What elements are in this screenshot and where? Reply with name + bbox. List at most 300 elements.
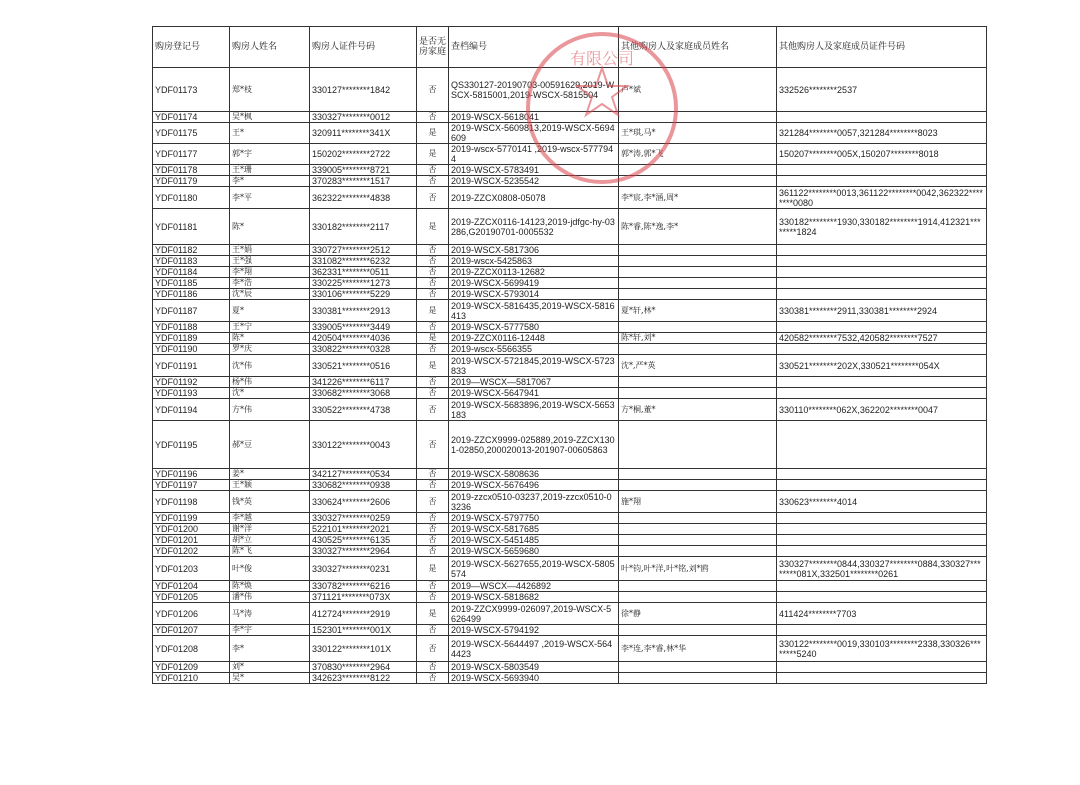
reg-no-cell: YDF01183 <box>153 256 230 267</box>
reg-no-cell: YDF01195 <box>153 421 230 469</box>
other-names-cell <box>619 513 777 524</box>
buyer-cert-cell: 330122********0043 <box>310 421 417 469</box>
other-certs-cell: 150207********005X,150207********8018 <box>777 144 987 165</box>
no-house-cell: 否 <box>417 187 449 209</box>
buyer-name-cell: 罗*庆 <box>230 344 310 355</box>
other-names-cell <box>619 322 777 333</box>
table-row <box>153 165 987 176</box>
table-row <box>153 673 987 684</box>
buyer-cert-cell: 370283********1517 <box>310 176 417 187</box>
other-names-cell <box>619 256 777 267</box>
doc-no-cell: 2019-WSCX-5803549 <box>449 662 619 673</box>
other-names-cell <box>619 673 777 684</box>
buyer-name-cell: 郝*豆 <box>230 421 310 469</box>
reg-no-cell: YDF01188 <box>153 322 230 333</box>
other-certs-cell <box>777 165 987 176</box>
buyer-name-cell: 王*强 <box>230 256 310 267</box>
other-names-cell <box>619 546 777 557</box>
other-certs-cell <box>777 592 987 603</box>
no-house-cell: 否 <box>417 535 449 546</box>
other-names-cell <box>619 176 777 187</box>
doc-no-cell: 2019-WSCX-5683896,2019-WSCX-5653183 <box>449 399 619 421</box>
buyer-name-cell: 姜* <box>230 469 310 480</box>
doc-no-cell: 2019-WSCX-5647941 <box>449 388 619 399</box>
buyer-cert-cell: 330225********1273 <box>310 278 417 289</box>
no-house-cell: 否 <box>417 546 449 557</box>
other-names-cell <box>619 278 777 289</box>
no-house-cell: 是 <box>417 603 449 625</box>
svg-text:有限公司: 有限公司 <box>569 49 635 68</box>
table-row <box>153 535 987 546</box>
other-certs-cell <box>777 673 987 684</box>
other-certs-cell: 330327********0844,330327********0884,330327********081X,332501********0261 <box>777 557 987 581</box>
buyer-name-cell: 王*颖 <box>230 480 310 491</box>
registration-table-container <box>152 26 987 684</box>
reg-no-cell: YDF01196 <box>153 469 230 480</box>
table-row <box>153 513 987 524</box>
reg-no-cell: YDF01175 <box>153 123 230 144</box>
table-row <box>153 209 987 245</box>
other-names-cell <box>619 388 777 399</box>
other-certs-cell <box>777 662 987 673</box>
other-certs-cell <box>777 245 987 256</box>
no-house-cell: 否 <box>417 344 449 355</box>
reg-no-cell: YDF01209 <box>153 662 230 673</box>
doc-no-cell: 2019-WSCX-5817685 <box>449 524 619 535</box>
other-certs-cell: 330623********4014 <box>777 491 987 513</box>
doc-no-cell: 2019-ZZCX0113-12682 <box>449 267 619 278</box>
reg-no-cell: YDF01179 <box>153 176 230 187</box>
table-row <box>153 469 987 480</box>
no-house-cell: 否 <box>417 480 449 491</box>
doc-no-cell: 2019-ZZCX9999-025889,2019-ZZCX1301-02850,200020013-201907-00605863 <box>449 421 619 469</box>
doc-no-cell: 2019-WSCX-5797750 <box>449 513 619 524</box>
other-names-cell: 方*桐,董* <box>619 399 777 421</box>
table-row <box>153 144 987 165</box>
buyer-cert-cell: 371121********073X <box>310 592 417 603</box>
reg-no-cell: YDF01210 <box>153 673 230 684</box>
other-certs-cell <box>777 421 987 469</box>
reg-no-cell: YDF01174 <box>153 112 230 123</box>
other-certs-cell <box>777 524 987 535</box>
other-certs-cell <box>777 289 987 300</box>
reg-no-cell: YDF01203 <box>153 557 230 581</box>
buyer-name-cell: 李*翔 <box>230 267 310 278</box>
other-names-cell <box>619 625 777 636</box>
table-row <box>153 557 987 581</box>
other-certs-cell <box>777 535 987 546</box>
buyer-name-cell: 杨*伟 <box>230 377 310 388</box>
doc-no-cell: 2019-WSCX-5676496 <box>449 480 619 491</box>
buyer-name-cell: 胡*立 <box>230 535 310 546</box>
reg-no-cell: YDF01194 <box>153 399 230 421</box>
reg-no-cell: YDF01182 <box>153 245 230 256</box>
buyer-cert-cell: 341226********6117 <box>310 377 417 388</box>
doc-no-cell: 2019-WSCX-5817306 <box>449 245 619 256</box>
doc-no-cell: 2019-WSCX-5808636 <box>449 469 619 480</box>
table-row <box>153 355 987 377</box>
buyer-name-cell: 沈* <box>230 388 310 399</box>
table-row <box>153 333 987 344</box>
buyer-name-cell: 叶*俊 <box>230 557 310 581</box>
buyer-cert-cell: 152301********001X <box>310 625 417 636</box>
other-certs-cell: 330521********202X,330521********054X <box>777 355 987 377</box>
buyer-cert-cell: 420504********4036 <box>310 333 417 344</box>
doc-no-cell: 2019-WSCX-5721845,2019-WSCX-5723833 <box>449 355 619 377</box>
header-buyer-name: 购房人姓名 <box>230 27 310 68</box>
reg-no-cell: YDF01187 <box>153 300 230 322</box>
buyer-name-cell: 刘* <box>230 662 310 673</box>
no-house-cell: 是 <box>417 333 449 344</box>
other-names-cell <box>619 535 777 546</box>
doc-no-cell: 2019-WSCX-5793014 <box>449 289 619 300</box>
other-names-cell <box>619 165 777 176</box>
other-certs-cell <box>777 469 987 480</box>
doc-no-cell: 2019-WSCX-5235542 <box>449 176 619 187</box>
other-names-cell: 夏*轩,林* <box>619 300 777 322</box>
doc-no-cell: 2019-WSCX-5783491 <box>449 165 619 176</box>
buyer-cert-cell: 342127********0534 <box>310 469 417 480</box>
no-house-cell: 是 <box>417 209 449 245</box>
header-no-house: 是否无房家庭 <box>417 27 449 68</box>
doc-no-cell: 2019-zzcx0510-03237,2019-zzcx0510-03236 <box>449 491 619 513</box>
doc-no-cell: 2019-ZZCX0116-14123,2019-jdfgc-hy-03286,G20190701-0005532 <box>449 209 619 245</box>
buyer-name-cell: 陈*焕 <box>230 581 310 592</box>
buyer-name-cell: 方*伟 <box>230 399 310 421</box>
other-names-cell <box>619 592 777 603</box>
doc-no-cell: 2019-WSCX-5659680 <box>449 546 619 557</box>
buyer-name-cell: 王*宁 <box>230 322 310 333</box>
doc-no-cell: 2019-WSCX-5816435,2019-WSCX-5816413 <box>449 300 619 322</box>
buyer-cert-cell: 330521********0516 <box>310 355 417 377</box>
buyer-name-cell: 潘*伟 <box>230 592 310 603</box>
no-house-cell: 是 <box>417 300 449 322</box>
no-house-cell: 否 <box>417 592 449 603</box>
buyer-name-cell: 马*涛 <box>230 603 310 625</box>
other-names-cell <box>619 289 777 300</box>
reg-no-cell: YDF01178 <box>153 165 230 176</box>
reg-no-cell: YDF01198 <box>153 491 230 513</box>
buyer-name-cell: 李*宇 <box>230 625 310 636</box>
other-names-cell <box>619 245 777 256</box>
buyer-name-cell: 郑*枝 <box>230 68 310 112</box>
reg-no-cell: YDF01205 <box>153 592 230 603</box>
table-row <box>153 592 987 603</box>
other-certs-cell: 361122********0013,361122********0042,362322********0080 <box>777 187 987 209</box>
buyer-cert-cell: 320911********341X <box>310 123 417 144</box>
doc-no-cell: 2019-WSCX-5818682 <box>449 592 619 603</box>
other-certs-cell <box>777 344 987 355</box>
buyer-name-cell: 王* <box>230 123 310 144</box>
no-house-cell: 否 <box>417 245 449 256</box>
doc-no-cell: 2019-WSCX-5699419 <box>449 278 619 289</box>
other-certs-cell <box>777 278 987 289</box>
no-house-cell: 否 <box>417 513 449 524</box>
other-certs-cell <box>777 581 987 592</box>
other-certs-cell: 330381********2911,330381********2924 <box>777 300 987 322</box>
other-certs-cell <box>777 480 987 491</box>
table-row <box>153 278 987 289</box>
table-row <box>153 625 987 636</box>
reg-no-cell: YDF01184 <box>153 267 230 278</box>
no-house-cell: 否 <box>417 112 449 123</box>
no-house-cell: 否 <box>417 469 449 480</box>
buyer-cert-cell: 330122********101X <box>310 636 417 662</box>
buyer-cert-cell: 330624********2606 <box>310 491 417 513</box>
reg-no-cell: YDF01189 <box>153 333 230 344</box>
buyer-cert-cell: 330182********2117 <box>310 209 417 245</box>
other-certs-cell <box>777 322 987 333</box>
other-names-cell <box>619 581 777 592</box>
header-other-names: 其他购房人及家庭成员姓名 <box>619 27 777 68</box>
no-house-cell: 否 <box>417 278 449 289</box>
no-house-cell: 否 <box>417 176 449 187</box>
table-row <box>153 636 987 662</box>
reg-no-cell: YDF01173 <box>153 68 230 112</box>
no-house-cell: 是 <box>417 557 449 581</box>
table-row <box>153 377 987 388</box>
buyer-name-cell: 李* <box>230 636 310 662</box>
buyer-cert-cell: 330327********0012 <box>310 112 417 123</box>
other-names-cell: 郭*涛,郭*飞 <box>619 144 777 165</box>
table-row <box>153 176 987 187</box>
doc-no-cell: 2019-WSCX-5609813,2019-WSCX-5694609 <box>449 123 619 144</box>
buyer-name-cell: 郭*宇 <box>230 144 310 165</box>
buyer-cert-cell: 331082********6232 <box>310 256 417 267</box>
buyer-cert-cell: 430525********6135 <box>310 535 417 546</box>
other-names-cell <box>619 524 777 535</box>
other-certs-cell: 321284********0057,321284********8023 <box>777 123 987 144</box>
reg-no-cell: YDF01208 <box>153 636 230 662</box>
other-certs-cell: 330182********1930,330182********1914,412321********1824 <box>777 209 987 245</box>
reg-no-cell: YDF01200 <box>153 524 230 535</box>
table-row <box>153 245 987 256</box>
no-house-cell: 否 <box>417 322 449 333</box>
other-certs-cell <box>777 388 987 399</box>
other-certs-cell: 420582********7532,420582********7527 <box>777 333 987 344</box>
no-house-cell: 否 <box>417 625 449 636</box>
doc-no-cell: 2019-ZZCX9999-026097,2019-WSCX-5626499 <box>449 603 619 625</box>
other-certs-cell: 330122********0019,330103********2338,330326********5240 <box>777 636 987 662</box>
buyer-name-cell: 王*娟 <box>230 245 310 256</box>
table-row <box>153 421 987 469</box>
reg-no-cell: YDF01190 <box>153 344 230 355</box>
buyer-name-cell: 吴*枫 <box>230 112 310 123</box>
buyer-name-cell: 李*平 <box>230 187 310 209</box>
no-house-cell: 否 <box>417 68 449 112</box>
reg-no-cell: YDF01204 <box>153 581 230 592</box>
other-names-cell: 施*翔 <box>619 491 777 513</box>
table-row <box>153 344 987 355</box>
table-row <box>153 123 987 144</box>
table-row <box>153 662 987 673</box>
other-names-cell <box>619 377 777 388</box>
no-house-cell: 否 <box>417 524 449 535</box>
no-house-cell: 否 <box>417 165 449 176</box>
buyer-cert-cell: 330327********2964 <box>310 546 417 557</box>
buyer-cert-cell: 339005********3449 <box>310 322 417 333</box>
buyer-name-cell: 陈* <box>230 209 310 245</box>
other-names-cell <box>619 112 777 123</box>
header-doc-no: 查档编号 <box>449 27 619 68</box>
table-row <box>153 491 987 513</box>
buyer-name-cell: 王*珊 <box>230 165 310 176</box>
no-house-cell: 否 <box>417 256 449 267</box>
doc-no-cell: 2019-wscx-5770141 ,2019-wscx-5777944 <box>449 144 619 165</box>
other-names-cell: 叶*钧,叶*洋,叶*铭,刘*鸥 <box>619 557 777 581</box>
buyer-cert-cell: 330327********0259 <box>310 513 417 524</box>
doc-no-cell: 2019—WSCX—5817067 <box>449 377 619 388</box>
header-other-certs: 其他购房人及家庭成员证件号码 <box>777 27 987 68</box>
buyer-cert-cell: 330381********2913 <box>310 300 417 322</box>
other-certs-cell <box>777 267 987 278</box>
table-row <box>153 112 987 123</box>
other-names-cell <box>619 267 777 278</box>
header-buyer-cert: 购房人证件号码 <box>310 27 417 68</box>
other-certs-cell <box>777 176 987 187</box>
other-certs-cell <box>777 625 987 636</box>
other-names-cell: 卢*斌 <box>619 68 777 112</box>
table-row <box>153 68 987 112</box>
table-row <box>153 267 987 278</box>
table-row <box>153 581 987 592</box>
other-names-cell <box>619 344 777 355</box>
doc-no-cell: 2019-WSCX-5777580 <box>449 322 619 333</box>
buyer-cert-cell: 330682********0938 <box>310 480 417 491</box>
buyer-name-cell: 吴* <box>230 673 310 684</box>
no-house-cell: 否 <box>417 636 449 662</box>
buyer-cert-cell: 330522********4738 <box>310 399 417 421</box>
reg-no-cell: YDF01192 <box>153 377 230 388</box>
buyer-cert-cell: 330106********5229 <box>310 289 417 300</box>
doc-no-cell: 2019-WSCX-5627655,2019-WSCX-5805574 <box>449 557 619 581</box>
other-names-cell: 沈*,严*英 <box>619 355 777 377</box>
other-names-cell <box>619 480 777 491</box>
buyer-cert-cell: 339005********8721 <box>310 165 417 176</box>
table-row <box>153 256 987 267</box>
reg-no-cell: YDF01193 <box>153 388 230 399</box>
no-house-cell: 否 <box>417 289 449 300</box>
reg-no-cell: YDF01181 <box>153 209 230 245</box>
buyer-name-cell: 李* <box>230 176 310 187</box>
no-house-cell: 否 <box>417 673 449 684</box>
other-names-cell <box>619 662 777 673</box>
buyer-cert-cell: 362331********0511 <box>310 267 417 278</box>
doc-no-cell: 2019—WSCX—4426892 <box>449 581 619 592</box>
buyer-name-cell: 李*越 <box>230 513 310 524</box>
other-names-cell: 陈*睿,陈*逸,李* <box>619 209 777 245</box>
other-certs-cell: 330110********062X,362202********0047 <box>777 399 987 421</box>
no-house-cell: 否 <box>417 581 449 592</box>
no-house-cell: 否 <box>417 421 449 469</box>
buyer-name-cell: 沈*辰 <box>230 289 310 300</box>
buyer-name-cell: 李*浩 <box>230 278 310 289</box>
table-row <box>153 603 987 625</box>
other-certs-cell: 332526********2537 <box>777 68 987 112</box>
buyer-cert-cell: 522101********2021 <box>310 524 417 535</box>
buyer-name-cell: 谢*洋 <box>230 524 310 535</box>
no-house-cell: 是 <box>417 123 449 144</box>
other-names-cell: 陈*轩,刘* <box>619 333 777 344</box>
doc-no-cell: 2019-WSCX-5644497 ,2019-WSCX-5644423 <box>449 636 619 662</box>
other-certs-cell <box>777 546 987 557</box>
doc-no-cell: 2019-ZZCX0808-05078 <box>449 187 619 209</box>
no-house-cell: 是 <box>417 144 449 165</box>
other-certs-cell <box>777 513 987 524</box>
reg-no-cell: YDF01206 <box>153 603 230 625</box>
doc-no-cell: 2019-WSCX-5618041 <box>449 112 619 123</box>
buyer-cert-cell: 330682********3068 <box>310 388 417 399</box>
no-house-cell: 否 <box>417 388 449 399</box>
no-house-cell: 否 <box>417 267 449 278</box>
reg-no-cell: YDF01185 <box>153 278 230 289</box>
table-row <box>153 300 987 322</box>
other-names-cell <box>619 421 777 469</box>
doc-no-cell: 2019-WSCX-5451485 <box>449 535 619 546</box>
doc-no-cell: 2019-wscx-5566355 <box>449 344 619 355</box>
other-certs-cell <box>777 112 987 123</box>
doc-no-cell: 2019-WSCX-5794192 <box>449 625 619 636</box>
buyer-name-cell: 夏* <box>230 300 310 322</box>
table-row <box>153 187 987 209</box>
reg-no-cell: YDF01207 <box>153 625 230 636</box>
other-names-cell: 王*琪,马* <box>619 123 777 144</box>
no-house-cell: 否 <box>417 399 449 421</box>
buyer-name-cell: 陈*飞 <box>230 546 310 557</box>
other-names-cell: 李*连,李*睿,林*华 <box>619 636 777 662</box>
buyer-cert-cell: 330327********0231 <box>310 557 417 581</box>
other-certs-cell <box>777 256 987 267</box>
other-names-cell: 李*宸,李*涵,周* <box>619 187 777 209</box>
registration-table <box>152 26 987 684</box>
table-header-row <box>153 27 987 68</box>
reg-no-cell: YDF01202 <box>153 546 230 557</box>
other-certs-cell <box>777 377 987 388</box>
header-reg-no: 购房登记号 <box>153 27 230 68</box>
buyer-name-cell: 钱*英 <box>230 491 310 513</box>
reg-no-cell: YDF01186 <box>153 289 230 300</box>
buyer-cert-cell: 330727********2512 <box>310 245 417 256</box>
table-row <box>153 289 987 300</box>
buyer-cert-cell: 330782********6216 <box>310 581 417 592</box>
buyer-cert-cell: 330127********1842 <box>310 68 417 112</box>
buyer-cert-cell: 342623********8122 <box>310 673 417 684</box>
buyer-cert-cell: 412724********2919 <box>310 603 417 625</box>
doc-no-cell: 2019-ZZCX0116-12448 <box>449 333 619 344</box>
reg-no-cell: YDF01177 <box>153 144 230 165</box>
table-row <box>153 399 987 421</box>
buyer-cert-cell: 330822********0328 <box>310 344 417 355</box>
reg-no-cell: YDF01199 <box>153 513 230 524</box>
table-row <box>153 388 987 399</box>
no-house-cell: 是 <box>417 355 449 377</box>
buyer-cert-cell: 362322********4838 <box>310 187 417 209</box>
buyer-cert-cell: 150202********2722 <box>310 144 417 165</box>
no-house-cell: 否 <box>417 662 449 673</box>
reg-no-cell: YDF01180 <box>153 187 230 209</box>
table-row <box>153 546 987 557</box>
no-house-cell: 否 <box>417 491 449 513</box>
table-row <box>153 480 987 491</box>
table-row <box>153 524 987 535</box>
doc-no-cell: 2019-WSCX-5693940 <box>449 673 619 684</box>
other-certs-cell: 411424********7703 <box>777 603 987 625</box>
table-row <box>153 322 987 333</box>
reg-no-cell: YDF01201 <box>153 535 230 546</box>
no-house-cell: 否 <box>417 377 449 388</box>
other-names-cell: 徐*静 <box>619 603 777 625</box>
doc-no-cell: QS330127-20190703-00591629,2019-WSCX-5815001,2019-WSCX-5815504 <box>449 68 619 112</box>
